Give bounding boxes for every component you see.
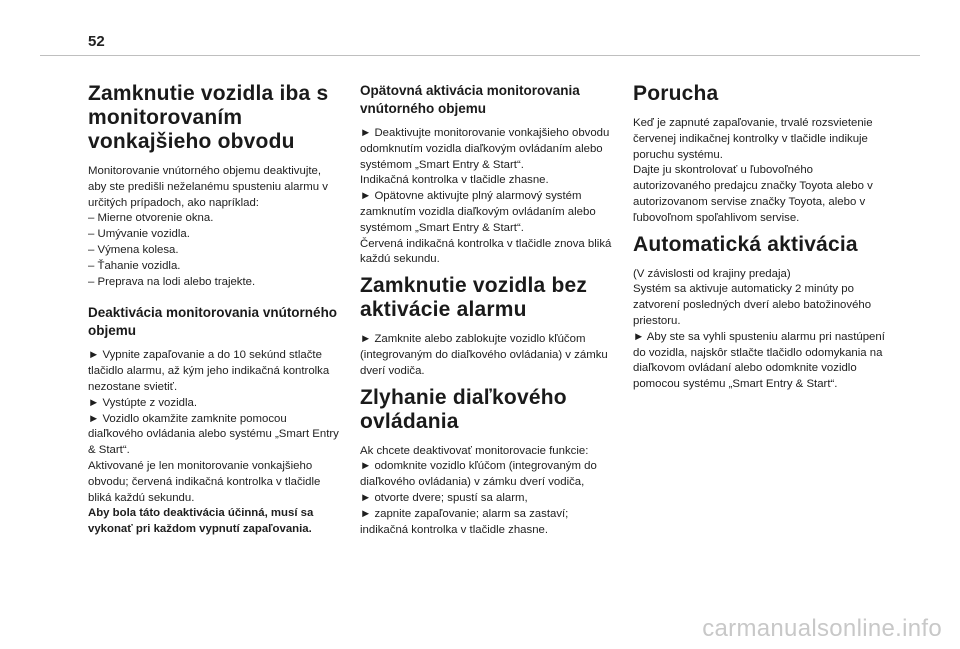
page-number: 52	[88, 33, 105, 50]
body-line: – Mierne otvorenie okna.	[88, 212, 214, 225]
body-line: ► Opätovne aktivujte plný alarmový systém zamknutím vozidla diaľkovým ovládaním alebo systémom „Smart Entry & Start“.	[360, 190, 596, 234]
body-line: ► odomknite vozidlo kľúčom (integrovaným do diaľkového ovládania) v zámku dverí vodiča,	[360, 460, 597, 489]
body-line: Červená indikačná kontrolka v tlačidle znova bliká každú sekundu.	[360, 237, 612, 266]
column-1	[88, 78, 340, 538]
section-heading: Porucha	[633, 82, 719, 105]
body-line: ► Deaktivujte monitorovanie vonkajšieho obvodu odomknutím vozidla diaľkovým ovládaním alebo systémom „Smart Entry & Start“.	[360, 127, 610, 171]
body-line: Systém sa aktivuje automaticky 2 minúty po zatvorení posledných dverí alebo batožinového priestoru.	[633, 283, 872, 327]
column-2	[360, 78, 612, 538]
bold-note: Aby bola táto deaktivácia účinná, musí sa vykonať pri každom vypnutí zapaľovania.	[88, 507, 314, 536]
body-line: Dajte ju skontrolovať u ľubovoľného autorizovaného predajcu značky Toyota alebo v autorizovanom servise značky Toyota, alebo v ľubovoľnom spoľahlivom servise.	[633, 164, 873, 224]
body-line: – Výmena kolesa.	[88, 243, 179, 256]
section-heading: Zamknutie vozidla iba s monitorovaním vonkajšieho obvodu	[88, 82, 329, 153]
body-line: ► otvorte dvere; spustí sa alarm,	[360, 491, 528, 504]
section-heading: Automatická aktivácia	[633, 232, 858, 256]
section-heading: Zamknutie vozidla bez aktivácie alarmu	[360, 274, 588, 322]
header-divider	[40, 55, 920, 56]
body-line: Indikačná kontrolka v tlačidle zhasne.	[360, 174, 549, 187]
body-line: ► zapnite zapaľovanie; alarm sa zastaví; indikačná kontrolka v tlačidle zhasne.	[360, 507, 569, 536]
watermark-text[interactable]: carmanualsonline.info	[702, 615, 942, 642]
body-line: ► Vozidlo okamžite zamknite pomocou diaľkového ovládania alebo systému „Smart Entry & Start“.	[88, 412, 339, 457]
body-line: Aktivované je len monitorovanie vonkajšieho obvodu; červená indikačná kontrolka v tlačidle bliká každú sekundu.	[88, 459, 321, 504]
column-3	[633, 78, 885, 393]
body-line: Keď je zapnuté zapaľovanie, trvalé rozsvietenie červenej indikačnej kontrolky v tlačidle indikuje poruchu systému.	[633, 117, 873, 161]
section-heading: Opätovná aktivácia monitorovania vnútorného objemu	[360, 83, 580, 116]
body-line: – Ťahanie vozidla.	[88, 259, 181, 272]
body-line: – Preprava na lodi alebo trajekte.	[88, 275, 256, 288]
section-heading: Deaktivácia monitorovania vnútorného objemu	[88, 305, 338, 339]
body-line: Monitorovanie vnútorného objemu deaktivujte, aby ste predišli neželanému spusteniu alarmu v určitých prípadoch, ako napríklad:	[88, 165, 328, 209]
section-heading: Zlyhanie diaľkového ovládania	[360, 385, 567, 433]
body-line: Ak chcete deaktivovať monitorovacie funkcie:	[360, 444, 589, 457]
body-line: ► Vystúpte z vozidla.	[88, 396, 197, 409]
body-line: ► Aby ste sa vyhli spusteniu alarmu pri nastúpení do vozidla, najskôr stlačte tlačidlo odomykania na diaľkovom ovládaní alebo odomknite vozidlo pomocou systému „Smart Entry & Start“.	[633, 330, 885, 391]
body-line: ► Vypnite zapaľovanie a do 10 sekúnd stlačte tlačidlo alarmu, až kým jeho indikačná kontrolka nezostane svietiť.	[88, 349, 330, 393]
body-line: ► Zamknite alebo zablokujte vozidlo kľúčom (integrovaným do diaľkového ovládania) v zámku dverí vodiča.	[360, 333, 608, 377]
body-line: (V závislosti od krajiny predaja)	[633, 267, 791, 280]
body-line: – Umývanie vozidla.	[88, 228, 190, 241]
